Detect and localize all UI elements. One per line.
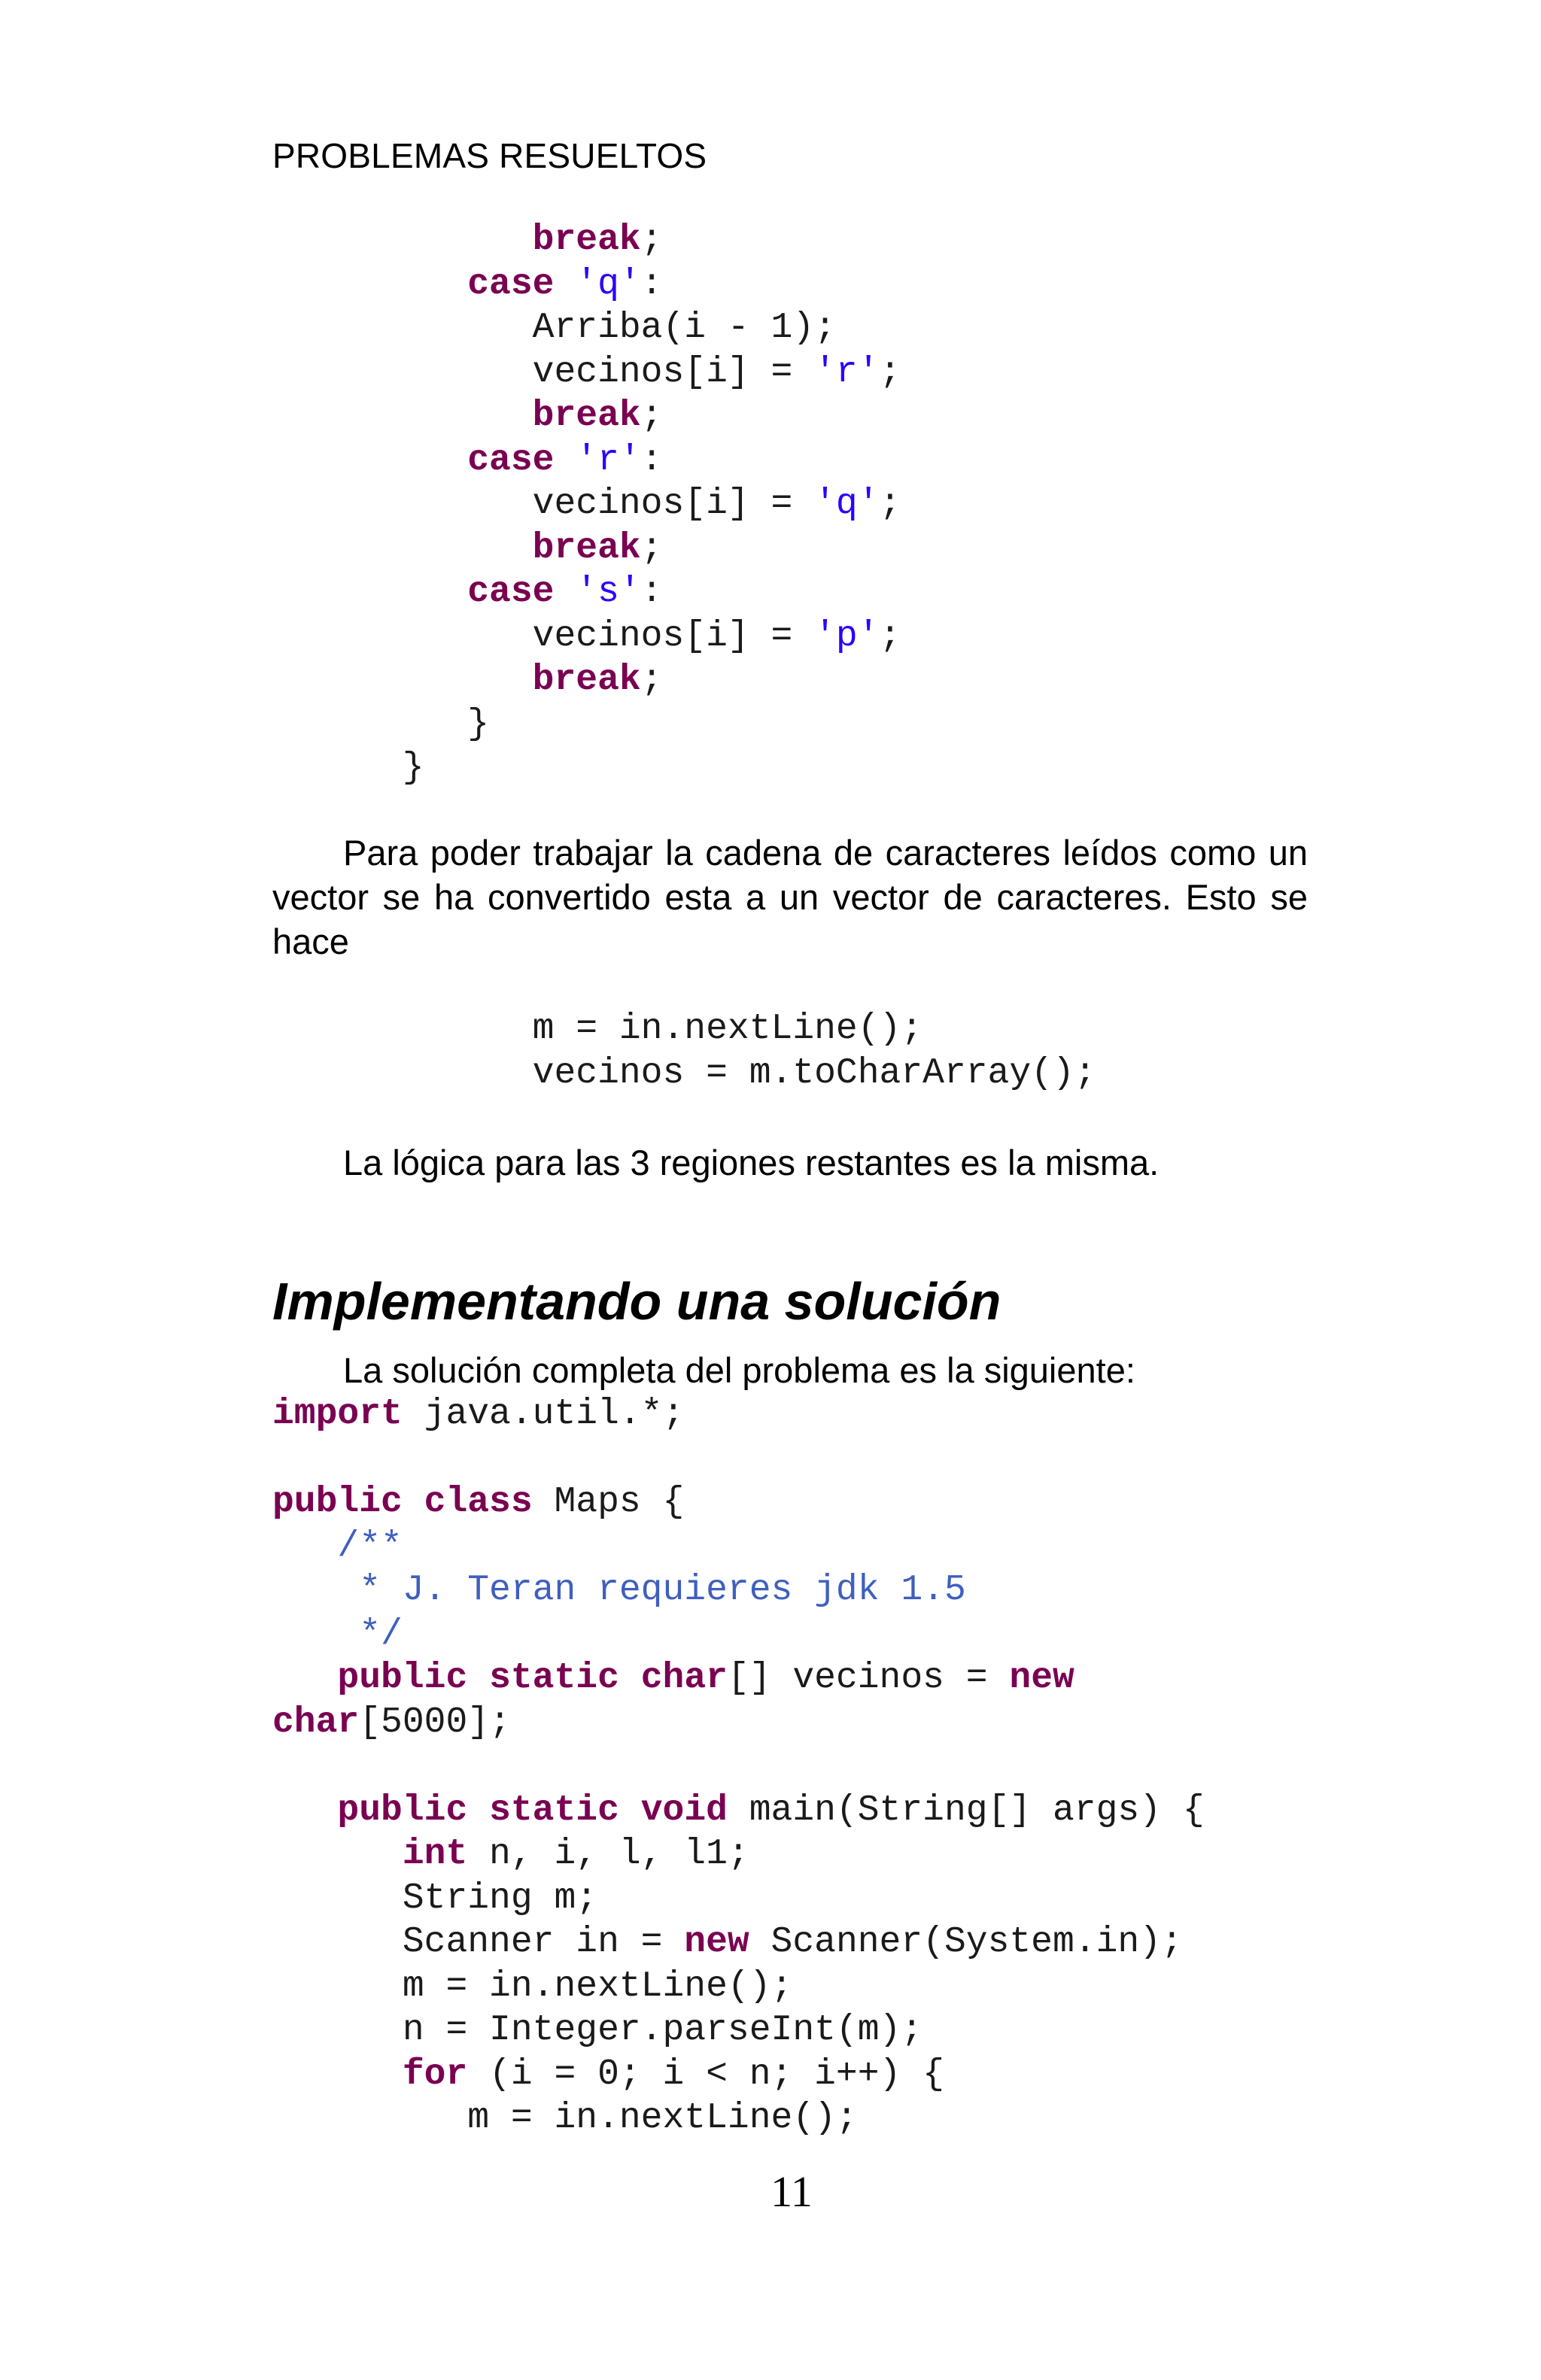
- code-keyword: static: [489, 1790, 619, 1831]
- code-keyword: static: [489, 1658, 619, 1698]
- code-string: 'q': [814, 484, 880, 524]
- code-line: }: [272, 703, 490, 745]
- paragraph-solution-intro: La solución completa del problema es la siguiente:: [343, 1350, 1135, 1390]
- code-line: break;: [532, 660, 663, 700]
- code-comment: /**: [337, 1525, 403, 1567]
- code-keyword: char: [272, 1702, 360, 1743]
- code-keyword: case: [467, 263, 555, 305]
- code-keyword: public: [337, 1790, 468, 1831]
- code-line: break;: [532, 220, 663, 260]
- code-keyword: void: [640, 1790, 728, 1831]
- code-line: vecinos[i] = 'r';: [272, 351, 901, 393]
- code-line: case 's':: [467, 572, 663, 612]
- code-keyword: new: [1009, 1658, 1074, 1698]
- code-comment: * J. Teran requieres jdk 1.5: [359, 1570, 966, 1610]
- paragraph-remaining-regions: La lógica para las 3 regiones restantes es la misma.: [343, 1143, 1160, 1182]
- code-line: int n, i, l, l1;: [402, 1834, 749, 1875]
- code-keyword: public: [272, 1482, 403, 1522]
- code-keyword: break: [532, 660, 641, 700]
- code-keyword: case: [467, 439, 555, 481]
- code-line: m = in.nextLine();: [272, 2098, 858, 2139]
- paragraph-vector-conversion: Para poder trabajar la cadena de caracteres leídos como un vector se ha convertido esta a un vector de caracteres. Esto se hace: [272, 833, 1308, 961]
- code-line: [272, 1570, 966, 1610]
- code-block-maps-class: [272, 1392, 1205, 2141]
- code-keyword: int: [402, 1834, 468, 1875]
- code-line: m = in.nextLine();: [272, 1009, 923, 1049]
- code-line: char[5000];: [272, 1702, 511, 1743]
- code-comment: */: [359, 1613, 403, 1655]
- code-string: 'r': [814, 351, 880, 393]
- code-line: [272, 1614, 403, 1655]
- code-line: for (i = 0; i < n; i++) {: [402, 2054, 944, 2095]
- code-string: 'r': [576, 439, 641, 481]
- code-keyword: break: [532, 220, 641, 260]
- code-line: String m;: [272, 1878, 598, 1919]
- code-line: break;: [532, 527, 663, 569]
- code-line: public static void main(String[] args) {: [337, 1790, 1205, 1831]
- code-line: n = Integer.parseInt(m);: [272, 2010, 923, 2051]
- code-keyword: for: [402, 2054, 468, 2095]
- code-string: 'p': [814, 615, 880, 657]
- code-keyword: break: [532, 396, 641, 436]
- code-line: import java.util.*;: [272, 1394, 685, 1434]
- code-keyword: break: [532, 527, 641, 569]
- code-keyword: public: [337, 1658, 468, 1698]
- code-line: Arriba(i - 1);: [272, 308, 836, 348]
- code-line: Scanner in = new Scanner(System.in);: [272, 1922, 1183, 1963]
- code-keyword: import: [272, 1394, 403, 1434]
- code-line: public static char[] vecinos = new: [337, 1658, 1074, 1698]
- code-line: break;: [532, 396, 663, 436]
- code-line: vecinos = m.toCharArray();: [272, 1052, 1096, 1094]
- code-keyword: new: [684, 1922, 749, 1963]
- section-heading: Implementando una solución: [272, 1272, 1001, 1331]
- code-line: public class Maps {: [272, 1482, 685, 1522]
- code-line: m = in.nextLine();: [272, 1966, 793, 2007]
- code-string: 'q': [576, 263, 641, 305]
- code-line: case 'r':: [467, 439, 663, 481]
- code-line: vecinos[i] = 'p';: [272, 615, 901, 657]
- code-block-char-array: [272, 1007, 1096, 1095]
- code-line: vecinos[i] = 'q';: [272, 484, 901, 524]
- code-line: [272, 1526, 403, 1567]
- page-number: 11: [770, 2167, 813, 2216]
- code-line: }: [272, 748, 424, 788]
- code-keyword: char: [640, 1658, 728, 1698]
- running-header: PROBLEMAS RESUELTOS: [272, 136, 707, 175]
- code-line: case 'q':: [467, 263, 663, 305]
- code-keyword: class: [424, 1482, 533, 1522]
- code-string: 's': [576, 572, 641, 612]
- code-keyword: case: [467, 572, 555, 612]
- code-block-switch-cases: [272, 218, 901, 791]
